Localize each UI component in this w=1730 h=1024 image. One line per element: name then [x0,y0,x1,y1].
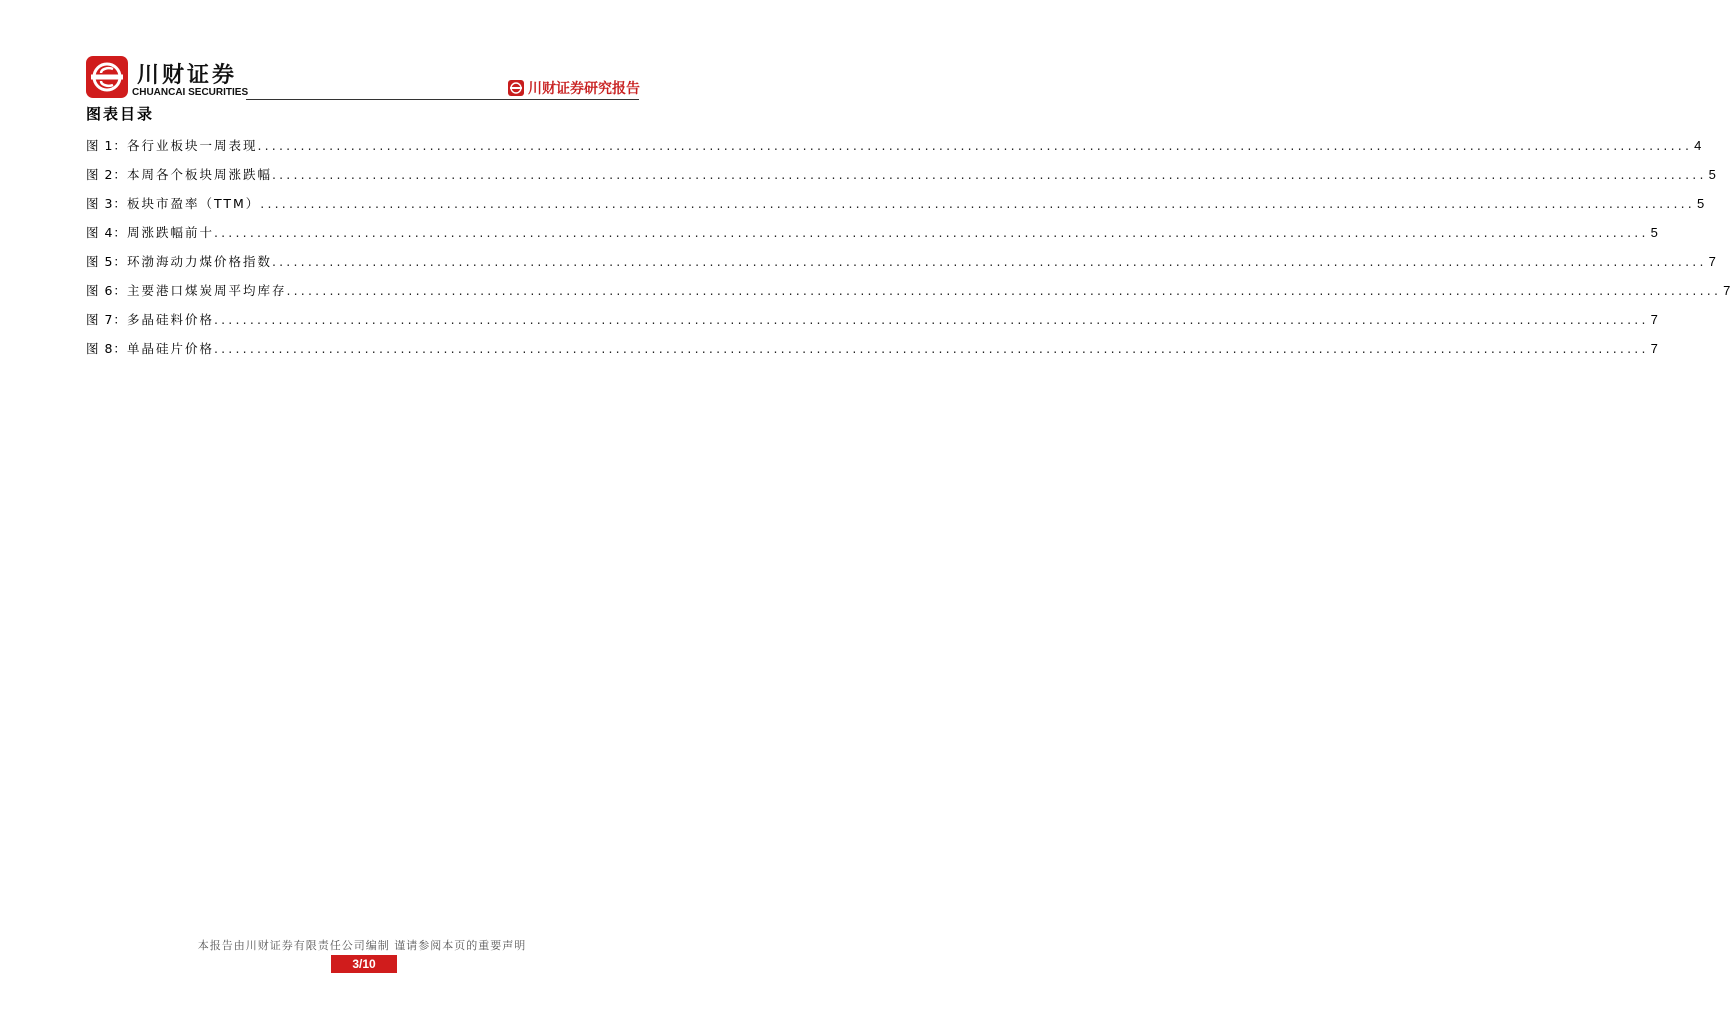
toc-item-page: 5 [1650,225,1658,240]
toc-item-title: 主要港口煤炭周平均库存 [126,283,287,298]
toc-item-title: 环渤海动力煤价格指数 [126,254,272,269]
toc-item-title: 本周各个板块周涨跌幅 [126,167,272,182]
header-brand-text: 川财证券研究报告 [528,81,640,97]
toc-item[interactable] [86,310,1658,339]
toc-leader-dots: ........................................................................................................................................................................................................ [260,196,1695,211]
toc-item-page: 4 [1694,138,1702,153]
chuancai-small-logo-icon [508,80,524,96]
toc-item[interactable] [86,252,1716,281]
toc-item[interactable] [86,339,1658,368]
page-number-badge: 3/10 [331,955,397,973]
company-logo [86,56,249,102]
toc-leader-dots: ........................................................................................................................................................................................................ [286,283,1722,298]
toc-item[interactable] [86,136,1702,165]
toc-leader-dots: ........................................................................................................................................................................................................ [213,225,1649,240]
toc-item[interactable] [86,223,1658,252]
toc-leader-dots: ........................................................................................................................................................................................................ [213,341,1649,356]
toc-item-number: 图 4： [86,225,127,240]
toc-leader-dots: ........................................................................................................................................................................................................ [257,138,1693,153]
header-brand [508,78,640,98]
toc-item-title: 多晶硅料价格 [126,312,214,327]
toc-item-number: 图 2： [86,167,127,182]
chuancai-logo-icon [86,56,128,98]
toc-item-title: 周涨跌幅前十 [126,225,214,240]
toc-leader-dots: ........................................................................................................................................................................................................ [271,167,1707,182]
toc-leader-dots: ........................................................................................................................................................................................................ [271,254,1707,269]
toc-item-number: 图 5： [86,254,127,269]
footer-disclaimer: 本报告由川财证券有限责任公司编制 谨请参阅本页的重要声明 [197,939,527,952]
toc-title: 图表目录 [86,105,155,123]
toc-item-page: 7 [1650,341,1658,356]
toc-item-page: 7 [1723,283,1730,298]
toc-item[interactable] [86,194,1705,223]
toc-item-number: 图 6： [86,283,127,298]
toc-item-number: 图 1： [86,138,127,153]
toc-item[interactable] [86,165,1716,194]
toc-item-title: 各行业板块一周表现 [126,138,258,153]
toc-item-page: 5 [1708,167,1716,182]
header-divider [246,99,639,100]
toc-leader-dots: ........................................................................................................................................................................................................ [213,312,1649,327]
toc-list [86,136,1730,368]
toc-item-page: 7 [1650,312,1658,327]
logo-english-name: CHUANCAI SECURITIES [132,87,249,98]
toc-item-page: 5 [1696,196,1705,211]
logo-chinese-name: 川财证券 [137,63,238,88]
toc-item-page: 7 [1708,254,1716,269]
toc-item-title: 单晶硅片价格 [126,341,214,356]
toc-item-number: 图 7： [86,312,127,327]
toc-item-number: 图 8： [86,341,127,356]
toc-item[interactable] [86,281,1730,310]
toc-item-number: 图 3： [86,196,127,211]
toc-item-title: 板块市盈率（TTM） [126,196,261,211]
